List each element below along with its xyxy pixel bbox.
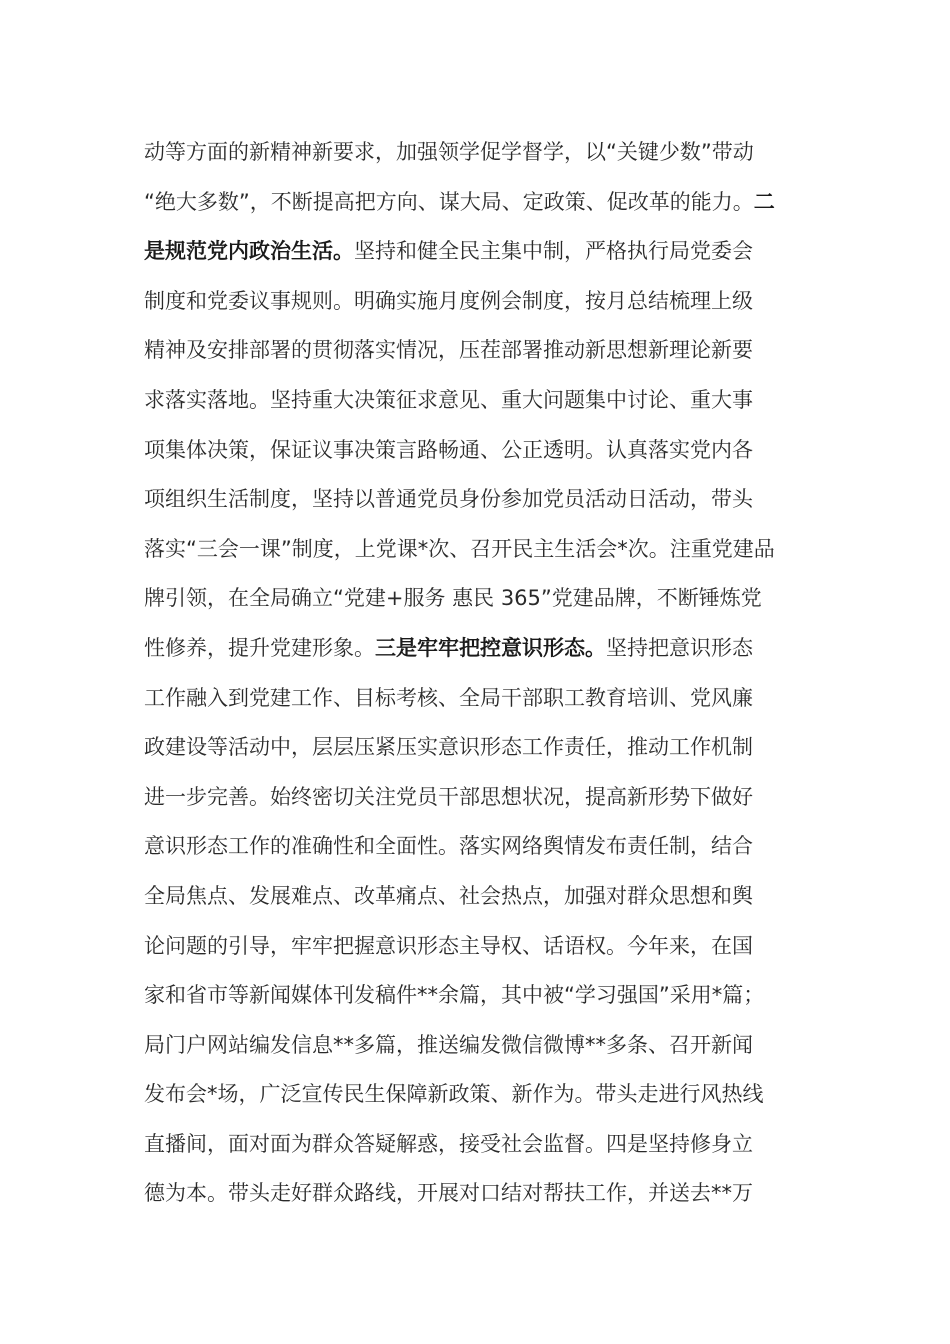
text-line: [144, 128, 814, 178]
body-text-segment: 政建设等活动中，层层压紧压实意识形态工作责任，推动工作机制: [144, 735, 753, 760]
text-line: [144, 773, 814, 823]
body-text: [144, 128, 814, 1219]
body-text-segment: 局门户网站编发信息**多篇，推送编发微信微博**多条、召开新闻: [144, 1032, 753, 1057]
body-text-segment: 意识形态工作的准确性和全面性。落实网络舆情发布责任制，结合: [144, 834, 753, 859]
text-line: [144, 922, 814, 972]
text-line: [144, 475, 814, 525]
text-line: [144, 1070, 814, 1120]
text-line: [144, 178, 814, 228]
body-text-segment: 性修养，提升党建形象。: [144, 635, 375, 660]
body-text-segment: 精神及安排部署的贯彻落实情况，压茬部署推动新思想新理论新要: [144, 338, 753, 363]
body-text-segment: 德为本。带头走好群众路线，开展对口结对帮扶工作，并送去**万: [144, 1181, 753, 1206]
body-text-segment: 坚持把意识形态: [606, 635, 753, 660]
body-text-segment: 发布会*场，广泛宣传民生保障新政策、新作为。带头走进行风热线: [144, 1082, 764, 1107]
bold-heading-text: 是规范党内政治生活。: [144, 239, 354, 264]
body-text-segment: 动等方面的新精神新要求，加强领学促学督学，以“关键少数”带动: [144, 140, 754, 164]
body-text-segment: 求落实落地。坚持重大决策征求意见、重大问题集中讨论、重大事: [144, 387, 753, 412]
body-text-segment: 落实“三会一课”制度，上党课*次、召开民主生活会*次。注重党建品: [144, 536, 775, 561]
text-line: [144, 822, 814, 872]
text-line: [144, 624, 814, 674]
text-line: [144, 227, 814, 277]
body-text-segment: 全局焦点、发展难点、改革痛点、社会热点，加强对群众思想和舆: [144, 883, 753, 908]
bold-heading-text: 三是牢牢把控意识形态。: [375, 635, 606, 660]
bold-heading-text: 二: [753, 189, 775, 214]
text-line: [144, 674, 814, 724]
body-text-segment: “绝大多数”，不断提高把方向、谋大局、定政策、促改革的能力。: [144, 189, 754, 214]
text-line: [144, 376, 814, 426]
text-line: [144, 277, 814, 327]
text-line: [144, 723, 814, 773]
text-line: [144, 525, 814, 575]
body-text-segment: 制度和党委议事规则。明确实施月度例会制度，按月总结梳理上级: [144, 288, 753, 313]
text-line: [144, 1021, 814, 1071]
text-line: [144, 1120, 814, 1170]
text-line: [144, 872, 814, 922]
body-text-segment: 牌引领，在全局确立“党建+服务 惠民 365”党建品牌，不断锤炼党: [144, 586, 762, 611]
body-text-segment: 工作融入到党建工作、目标考核、全局干部职工教育培训、党风廉: [144, 685, 753, 710]
text-line: [144, 426, 814, 476]
text-line: [144, 326, 814, 376]
body-text-segment: 进一步完善。始终密切关注党员干部思想状况，提高新形势下做好: [144, 784, 753, 809]
text-line: [144, 971, 814, 1021]
body-text-segment: 项组织生活制度，坚持以普通党员身份参加党员活动日活动，带头: [144, 487, 753, 512]
body-text-segment: 项集体决策，保证议事决策言路畅通、公正透明。认真落实党内各: [144, 437, 753, 462]
body-text-segment: 坚持和健全民主集中制，严格执行局党委会: [354, 239, 753, 264]
text-line: [144, 574, 814, 624]
body-text-segment: 直播间，面对面为群众答疑解惑，接受社会监督。四是坚持修身立: [144, 1131, 753, 1156]
body-text-segment: 论问题的引导，牢牢把握意识形态主导权、话语权。今年来，在国: [144, 933, 753, 958]
text-line: [144, 1169, 814, 1219]
body-text-segment: 家和省市等新闻媒体刊发稿件**余篇，其中被“学习强国”采用*篇；: [144, 983, 765, 1008]
